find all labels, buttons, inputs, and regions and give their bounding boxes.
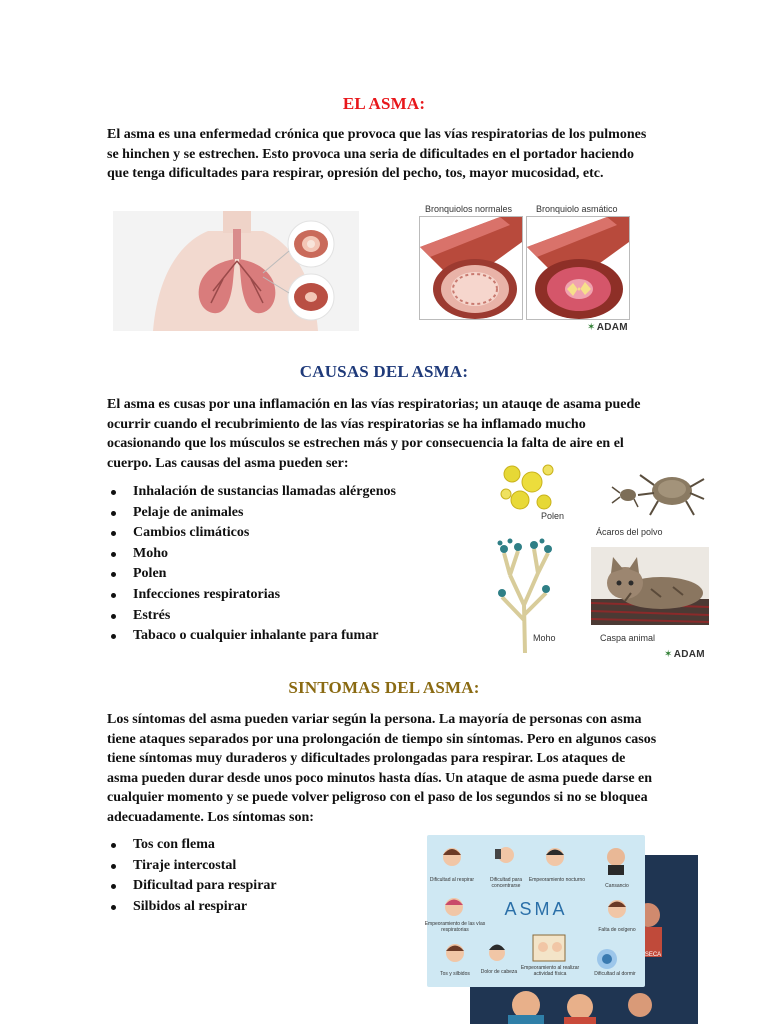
symptom-label: Empeoramiento nocturno (528, 877, 586, 883)
symptom-label: Empeoramiento al realizar actividad física (520, 965, 580, 977)
caption-pollen: Polen (541, 511, 565, 521)
caption-mold: Moho (533, 633, 556, 643)
infographic-title: ASMA (504, 899, 568, 919)
adam-credit-1: ✶ADAM (587, 322, 628, 333)
list-item: Tos con flema (107, 835, 277, 856)
asma-definition-paragraph: El asma es una enfermedad crónica que provoca que las vías respiratorias de los pulmones se hinchen y se estrechen. Esto provoca una seria de dificultades en el portador haciendo que tenga dificultades para respirar, opresión del pecho, tos, mayor mucosidad, etc. (107, 127, 647, 181)
symptom-label: Cansancio (605, 883, 629, 889)
list-item: Estrés (107, 606, 396, 627)
list-item: Dificultad para respirar (107, 876, 277, 897)
section-title-causas: CAUSAS DEL ASMA: (299, 362, 469, 381)
symptom-label: Dificultad al respirar (429, 877, 475, 883)
cat-dander-illustration (591, 547, 709, 625)
adam-star-icon: ✶ (587, 322, 596, 333)
list-item: Tabaco o cualquier inhalante para fumar (107, 626, 396, 647)
list-item: Moho (107, 544, 396, 565)
section-title-sintomas: SINTOMAS DEL ASMA: (288, 678, 480, 697)
sintomas-paragraph: Los síntomas del asma pueden variar según la persona. La mayoría de personas con asma tiene ataques separados por una prolongación de tiempo sin síntomas. Pero en algunos casos tiene síntomas muy duraderos y dificultades prolongadas para respirar. Los ataques de asma pueden durar desde unos poco minutos hasta días. Un ataque de asma puede darse en cualquier momento y se puede volver peligroso con el paso de los segundos si no se bloquea adecuadamente. Los síntomas son: (107, 712, 657, 825)
symptoms-list (107, 835, 277, 917)
list-item: Inhalación de sustancias llamadas alérgenos (107, 482, 396, 503)
asthmatic-bronchiole-illustration (526, 216, 630, 320)
adam-star-icon: ✶ (664, 649, 673, 660)
caption-asthmatic-bronchiole: Bronquiolo asmático (536, 204, 618, 214)
normal-bronchiole-illustration (419, 216, 523, 320)
caption-dust-mites: Ácaros del polvo (596, 527, 663, 537)
list-item: Polen (107, 564, 396, 585)
list-item: Pelaje de animales (107, 503, 396, 524)
list-item: Silbidos al respirar (107, 897, 277, 918)
section-title-asma: EL ASMA: (342, 94, 426, 113)
list-item: Cambios climáticos (107, 523, 396, 544)
list-item: Tiraje intercostal (107, 856, 277, 877)
caption-normal-bronchioles: Bronquiolos normales (425, 204, 513, 214)
symptom-label: Dificultad al dormir (594, 971, 636, 977)
adam-credit-2: ✶ADAM (664, 649, 705, 660)
symptom-label: Dificultad para concentrarse (490, 877, 522, 889)
causas-paragraph: El asma es cusas por una inflamación en las vías respiratorias; un atauqe de asama puede ocurrir cuando el recubrimiento de las vías respiratorias se ha inflamado mucho ocasionando que los músculos se estrechen más y por consecuencia la falta de aire en el cuerpo. Las causas del asma pueden ser: (107, 397, 641, 471)
symptom-label: Tos y silbidos (440, 971, 470, 977)
symptom-label: Falta de oxígeno (598, 927, 636, 933)
lungs-illustration (113, 211, 359, 331)
dust-mites-illustration (610, 465, 706, 523)
pollen-illustration (498, 462, 558, 518)
caption-animal-dander: Caspa animal (600, 633, 656, 643)
symptom-label: Dolor de cabeza (480, 969, 518, 975)
poster-side-label: SECA (644, 952, 662, 958)
asthma-symptoms-infographic (424, 835, 645, 987)
symptom-label: Empeoramiento de las vías respiratorias (424, 921, 486, 933)
list-item: Infecciones respiratorias (107, 585, 396, 606)
causes-list (107, 482, 396, 647)
